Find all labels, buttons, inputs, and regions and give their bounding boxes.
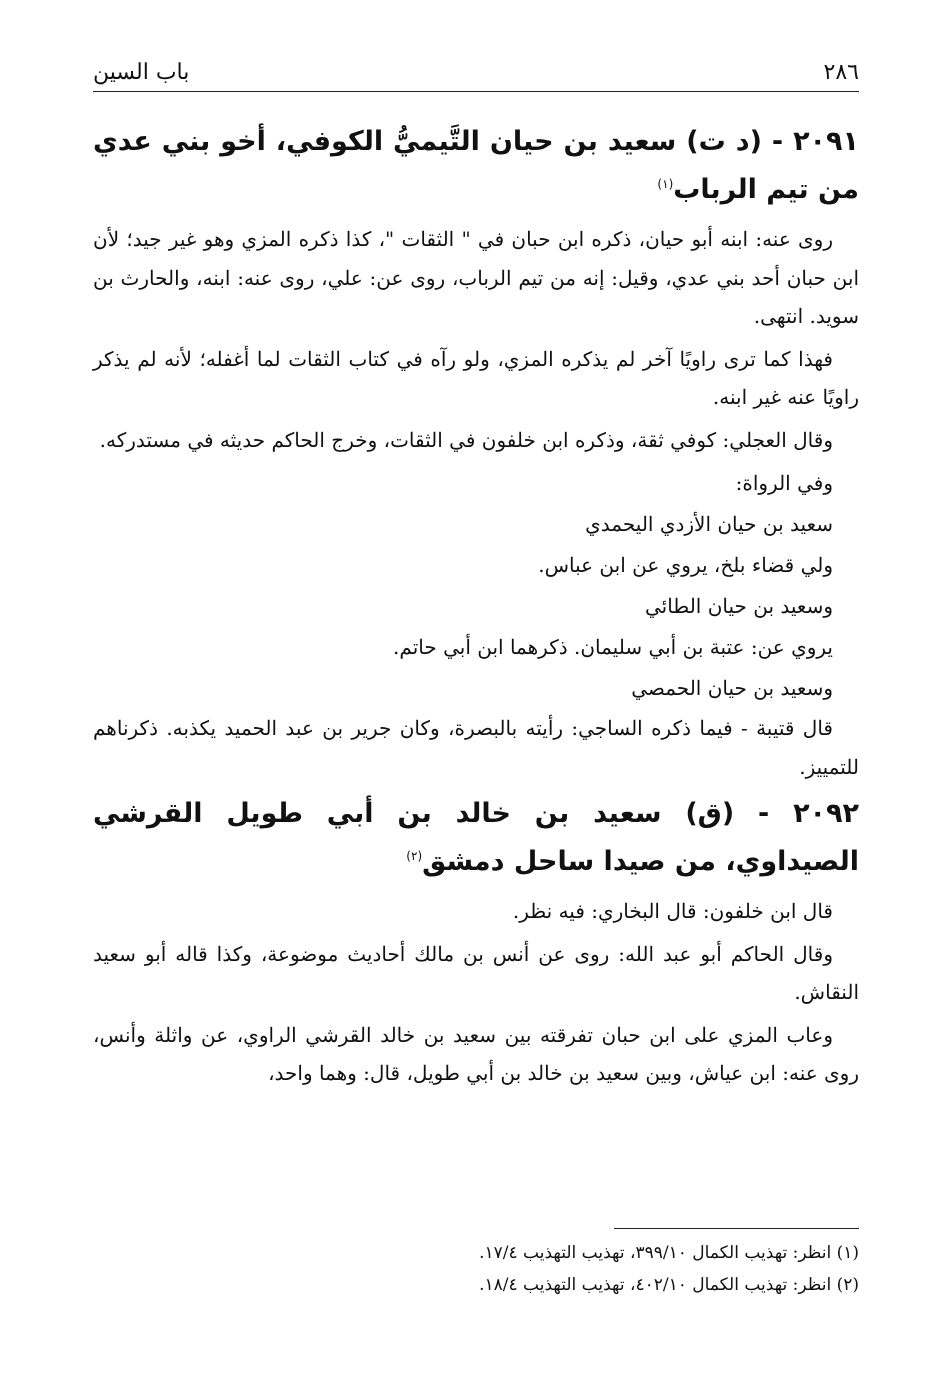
footnote-marker: (٢) [406,849,423,863]
footnote: (١) انظر: تهذيب الكمال ٣٩٩/١٠، تهذيب التهذيب ١٧/٤. [479,1243,859,1263]
list-line: وفي الرواة: [735,471,833,495]
paragraph: قال ابن خلفون: قال البخاري: فيه نظر. [512,899,833,923]
list-line: سعيد بن حيان الأزدي اليحمدي [585,512,833,536]
footnote: (٢) انظر: تهذيب الكمال ٤٠٢/١٠، تهذيب التهذيب ١٨/٤. [479,1275,859,1295]
page-number: ٢٨٦ [823,60,859,85]
footnote-divider [614,1228,859,1229]
list-line: يروي عن: عتبة بن أبي سليمان. ذكرهما ابن أبي حاتم. [393,635,833,659]
running-header [93,52,859,92]
footnote-marker: (١) [657,177,674,191]
paragraph: قال قتيبة - فيما ذكره الساجي: رأيته بالبصرة، وكان جرير بن عبد الحميد يكذبه. ذكرناهم للتمييز. [93,716,859,779]
paragraph: فهذا كما ترى راويًا آخر لم يذكره المزي، ولو رآه في كتاب الثقات لما أغفله؛ لأنه لم يذكر راويًا عنه غير ابنه. [93,346,859,409]
list-line: وسعيد بن حيان الطائي [644,594,833,618]
entry-heading-text: ٢٠٩٢ - (ق) سعيد بن خالد بن أبي طويل القرشي الصيداوي، من صيدا ساحل دمشق [93,798,859,877]
list-line: ولي قضاء بلخ، يروي عن ابن عباس. [538,553,833,577]
paragraph: وقال العجلي: كوفي ثقة، وذكره ابن خلفون في الثقات، وخرج الحاكم حديثه في مستدركه. [99,427,833,452]
paragraph: وعاب المزي على ابن حبان تفرقته بين سعيد بن خالد القرشي الراوي، عن واثلة وأنس، روى عنه: ابن عياش، وبين سعيد بن خالد بن أبي طويل، قال: وهما واحد، [93,1022,859,1085]
main-text [93,118,859,1097]
paragraph: وقال الحاكم أبو عبد الله: روى عن أنس بن مالك أحاديث موضوعة، وكذا قاله أبو سعيد النقاش. [93,941,859,1004]
narrators-list [93,463,859,709]
entry-heading-2092 [93,790,859,886]
paragraph: روى عنه: ابنه أبو حيان، ذكره ابن حبان في " الثقات "، كذا ذكره المزي وهو غير جيد؛ لأن ابن حبان أحد بني عدي، وقيل: إنه من تيم الرباب، روى عن: علي، روى عنه: ابنه، والحارث بن سويد. انتهى. [93,227,859,328]
entry-heading-2091 [93,118,859,214]
list-line: وسعيد بن حيان الحمصي [631,676,833,700]
chapter-title: باب السين [93,60,190,85]
footnotes [93,1228,859,1301]
entry-heading-text: ٢٠٩١ - (د ت) سعيد بن حيان التَّيميُّ الكوفي، أخو بني عدي من تيم الرباب [93,126,859,205]
